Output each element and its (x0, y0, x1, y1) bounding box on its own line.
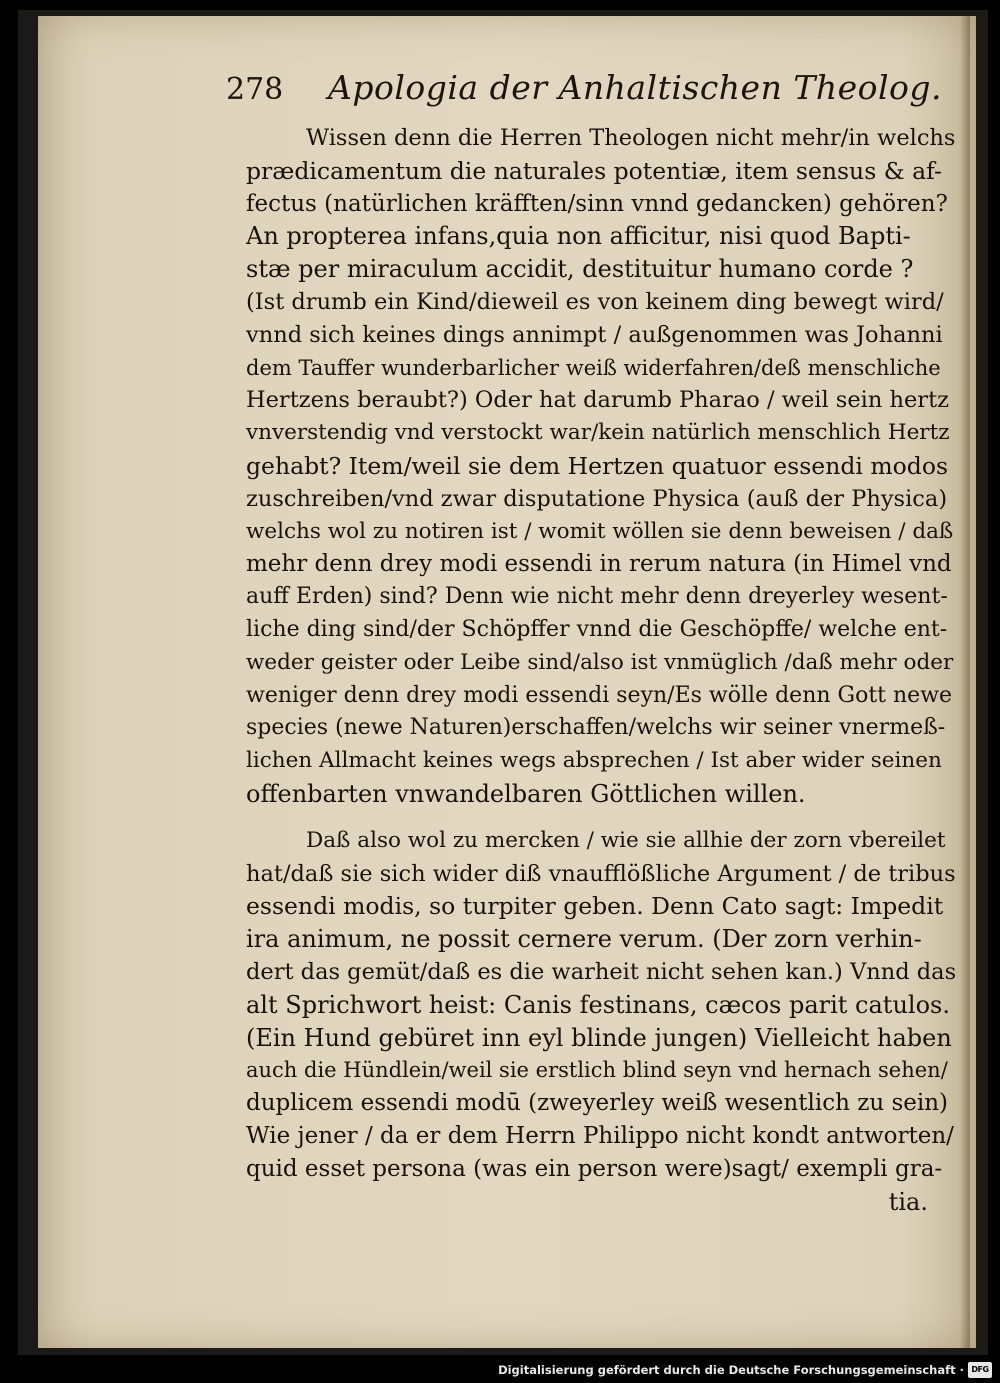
running-title: Apologia der Anhaltischen Theolog. (328, 68, 943, 107)
text-line: species (newe Naturen)erschaffen/welchs wir seiner vnermeß- (246, 715, 946, 741)
text-line: vnnd sich keines dings annimpt / außgenommen was Johanni (246, 321, 943, 348)
text-line: (Ein Hund gebüret inn eyl blinde jungen) Vielleicht haben (246, 1023, 952, 1052)
text-line: Hertzens beraubt?) Oder hat darumb Pharao / weil sein hertz (246, 387, 949, 414)
text-line: Daß also wol zu mercken / wie sie allhie der zorn vbereilet (306, 827, 946, 853)
text-line: ira animum, ne possit cernere verum. (Der zorn verhin- (246, 925, 922, 954)
text-line: Wie jener / da er dem Herrn Philippo nicht kondt antworten/ (246, 1122, 954, 1149)
text-line: mehr denn drey modi essendi in rerum natura (in Himel vnd (246, 551, 952, 578)
text-line: prædicamentum die naturales potentiæ, item sensus & af- (246, 156, 942, 185)
text-line: stæ per miraculum accidit, destituitur humano corde ? (246, 255, 914, 284)
text-line: welchs wol zu notiren ist / womit wöllen sie denn beweisen / daß (246, 518, 954, 544)
text-line: An propterea infans,quia non afficitur, nisi quod Bapti- (246, 222, 911, 251)
digitization-footer (0, 1358, 1000, 1383)
text-line: auff Erden) sind? Denn wie nicht mehr denn dreyerley wesent- (246, 584, 948, 610)
catchword: tia. (888, 1187, 928, 1216)
text-line: zuschreiben/vnd zwar disputatione Physica (auß der Physica) (246, 485, 948, 512)
text-line: duplicem essendi modū (zweyerley weiß wesentlich zu sein) (246, 1090, 948, 1117)
text-line: weder geister oder Leibe sind/also ist vnmüglich /daß mehr oder (246, 649, 954, 675)
text-line: vnverstendig vnd verstockt war/kein natürlich menschlich Hertz (246, 420, 950, 446)
page-header (226, 68, 943, 118)
text-line: auch die Hündlein/weil sie erstlich blind seyn vnd hernach sehen/ (246, 1058, 948, 1083)
text-line: Wissen denn die Herren Theologen nicht mehr/in welchs (306, 125, 956, 151)
text-line: lichen Allmacht keines wegs absprechen / Ist aber wider seinen (246, 748, 942, 774)
text-line: essendi modis, so turpiter geben. Denn Cato sagt: Impedit (246, 892, 944, 921)
body-text (246, 122, 956, 1218)
dfg-logo-icon: DFG (968, 1362, 992, 1378)
text-line: dert das gemüt/daß es die warheit nicht sehen kan.) Vnnd das (246, 958, 956, 985)
paragraph-gap (246, 811, 956, 825)
text-line: liche ding sind/der Schöpffer vnnd die Geschöpffe/ welche ent- (246, 616, 948, 642)
text-line: gehabt? Item/weil sie dem Hertzen quatuor essendi modos (246, 451, 949, 480)
text-line: (Ist drumb ein Kind/dieweil es von keinem ding bewegt wird/ (246, 288, 944, 315)
text-line: alt Sprichwort heist: Canis festinans, cæcos parit catulos. (246, 990, 950, 1019)
text-line: weniger denn drey modi essendi seyn/Es wölle denn Gott newe (246, 682, 953, 708)
page-number: 278 (226, 72, 284, 107)
text-line: offenbarten vnwandelbaren Göttlichen willen. (246, 779, 806, 808)
text-line: dem Tauffer wunderbarlicher weiß widerfahren/deß menschliche (246, 355, 941, 380)
text-line: fectus (natürlichen kräfften/sinn vnnd gedancken) gehören? (246, 190, 948, 217)
page-gutter (960, 16, 970, 1348)
text-line: hat/daß sie sich wider diß vnaufflößliche Argument / de tribus (246, 860, 956, 887)
text-line: quid esset persona (was ein person were)sagt/ exempli gra- (246, 1155, 943, 1182)
funding-notice: Digitalisierung gefördert durch die Deutsche Forschungsgemeinschaft · (498, 1363, 964, 1377)
